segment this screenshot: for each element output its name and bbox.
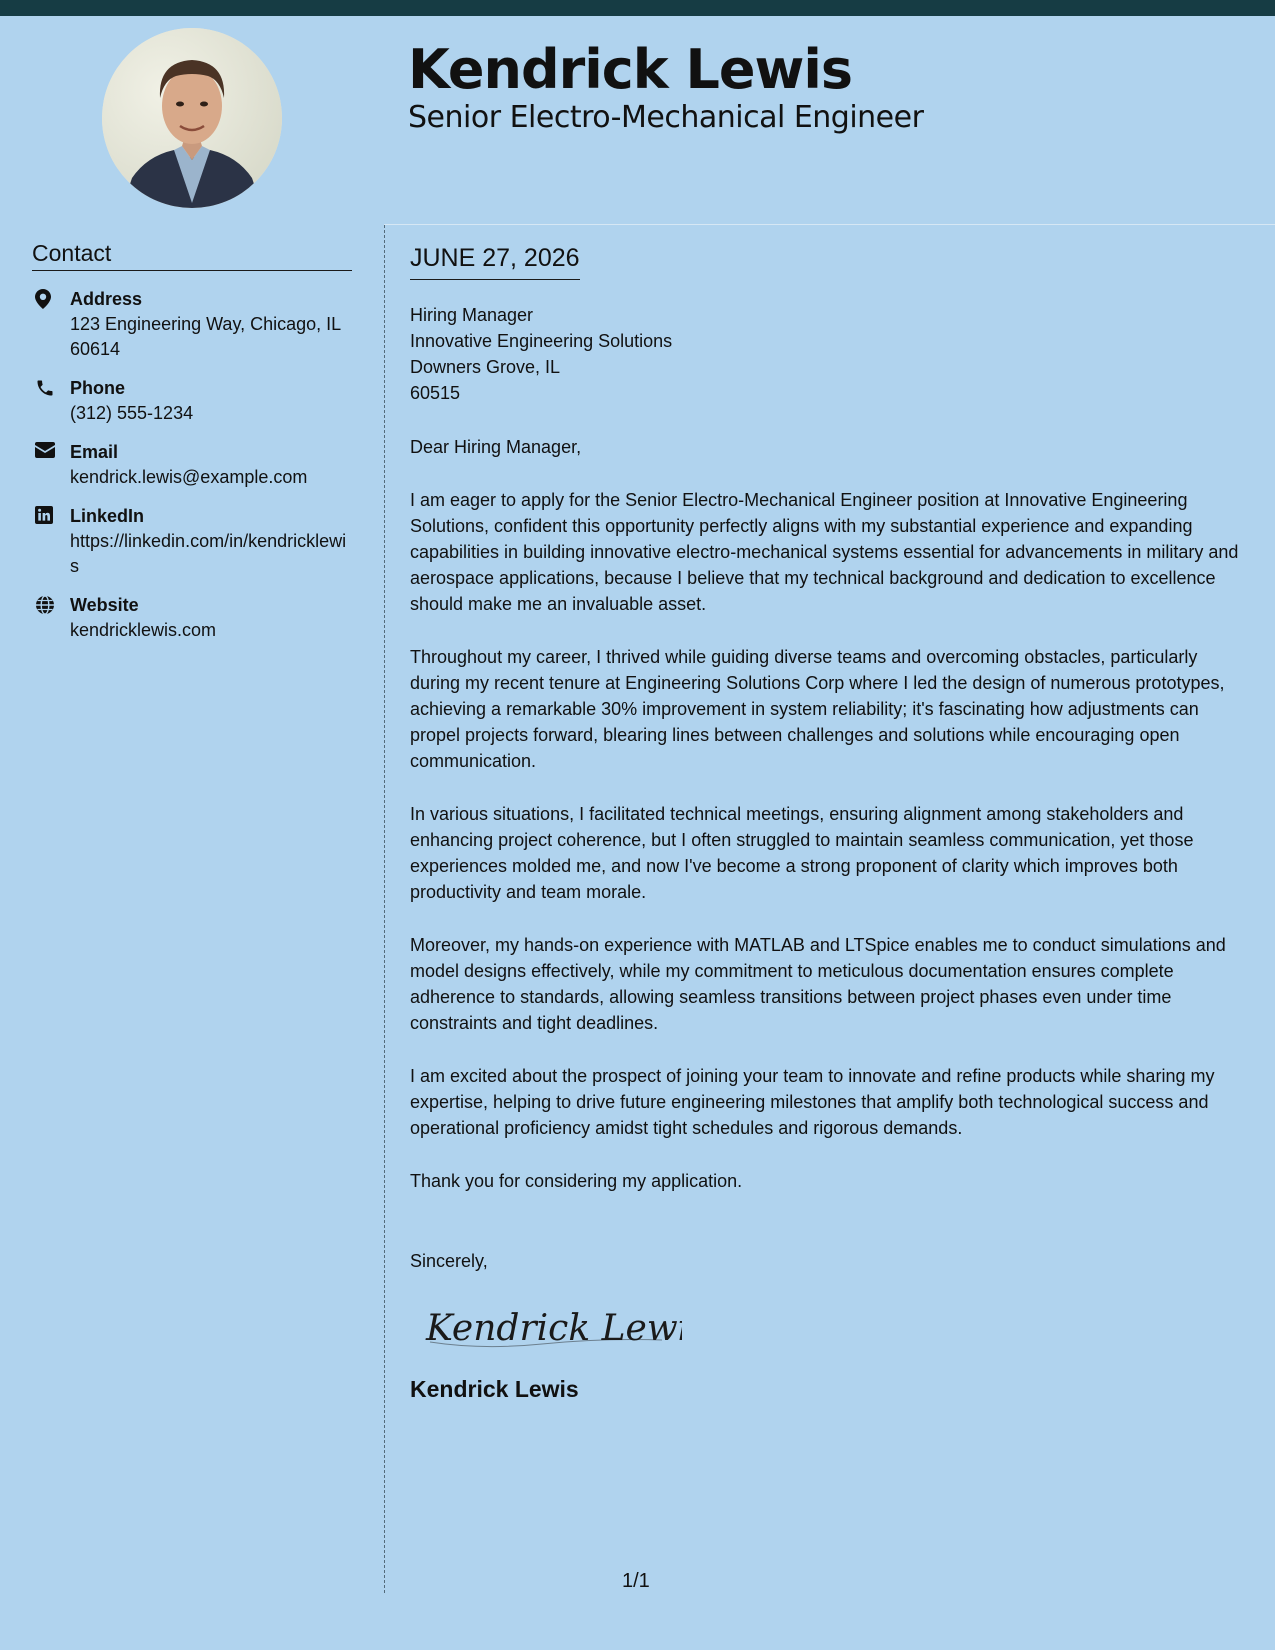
map-pin-icon: [32, 287, 70, 314]
recipient-line: Downers Grove, IL: [410, 357, 561, 377]
letter-paragraph: I am excited about the prospect of joining your team to innovate and refine products while sharing my expertise, helping to drive future engineering milestones that amplify both technological success and operational proficiency amidst tight schedules and rigorous demands.: [410, 1066, 1215, 1138]
linkedin-label: LinkedIn: [70, 506, 145, 526]
website-value[interactable]: kendricklewis.com: [70, 620, 217, 640]
address-label: Address: [70, 289, 143, 309]
letter-paragraph: I am eager to apply for the Senior Electro-Mechanical Engineer position at Innovative Engineering Solutions, confident this opportunity perfectly aligns with my substantial experience and expanding capabilities in building innovative electro-mechanical systems essential for advancements in military and aerospace applications, because I believe that my technical background and dedication to excellence should make me an invaluable asset.: [410, 490, 1239, 614]
email-label: Email: [70, 442, 119, 462]
contact-website: [32, 593, 352, 643]
page-number: 1/1: [622, 1570, 650, 1592]
letter-paragraph: Throughout my career, I thrived while guiding diverse teams and overcoming obstacles, particularly during my recent tenure at Engineering Solutions Corp where I led the design of numerous prototypes, achieving a remarkable 30% improvement in system reliability; it's fascinating how adjustments can propel projects forward, blearing lines between challenges and solutions while encouraging open communication.: [410, 647, 1225, 771]
contact-heading: Contact: [32, 240, 352, 271]
letter-date: JUNE 27, 2026: [410, 240, 580, 280]
profile-photo: [102, 28, 282, 208]
column-divider: [384, 225, 385, 1593]
candidate-name: Kendrick Lewis: [408, 38, 853, 101]
candidate-title: Senior Electro-Mechanical Engineer: [408, 100, 924, 135]
letter-paragraph: Thank you for considering my application.: [410, 1171, 743, 1191]
contact-sidebar: [32, 240, 352, 657]
signed-name: Kendrick Lewis: [410, 1376, 579, 1402]
closing: Sincerely,: [410, 1251, 488, 1271]
address-value: 123 Engineering Way, Chicago, IL 60614: [70, 314, 341, 359]
envelope-icon: [32, 440, 70, 463]
top-accent-bar: [0, 0, 1275, 16]
linkedin-icon: [32, 504, 70, 529]
globe-icon: [32, 593, 70, 620]
phone-value: (312) 555-1234: [70, 403, 194, 423]
letter-body: [410, 240, 1250, 1402]
svg-text:Kendrick Lewis: Kendrick Lewis: [426, 1308, 682, 1349]
recipient-line: Hiring Manager: [410, 305, 534, 325]
handwritten-signature: [422, 1296, 1250, 1356]
salutation: Dear Hiring Manager,: [410, 437, 582, 457]
recipient-block: [410, 302, 1250, 406]
email-value[interactable]: kendrick.lewis@example.com: [70, 467, 308, 487]
recipient-line: Innovative Engineering Solutions: [410, 331, 673, 351]
contact-email: [32, 440, 352, 490]
recipient-line: 60515: [410, 383, 461, 403]
website-label: Website: [70, 595, 139, 615]
phone-label: Phone: [70, 378, 126, 398]
linkedin-value[interactable]: https://linkedin.com/in/kendricklewis: [70, 531, 347, 576]
letter-paragraph: In various situations, I facilitated technical meetings, ensuring alignment among stakeholders and enhancing project coherence, but I often struggled to maintain seamless communication, yet those experiences molded me, and now I've become a strong proponent of clarity which improves both productivity and team morale.: [410, 804, 1194, 902]
contact-linkedin: [32, 504, 352, 579]
letter-paragraph: Moreover, my hands-on experience with MATLAB and LTSpice enables me to conduct simulations and model designs effectively, while my commitment to meticulous documentation ensures complete adherence to standards, allowing seamless transitions between project phases even under time constraints and tight deadlines.: [410, 935, 1226, 1033]
phone-icon: [32, 376, 70, 403]
contact-phone: [32, 376, 352, 426]
header-divider: [384, 224, 1275, 225]
contact-address: [32, 287, 352, 362]
